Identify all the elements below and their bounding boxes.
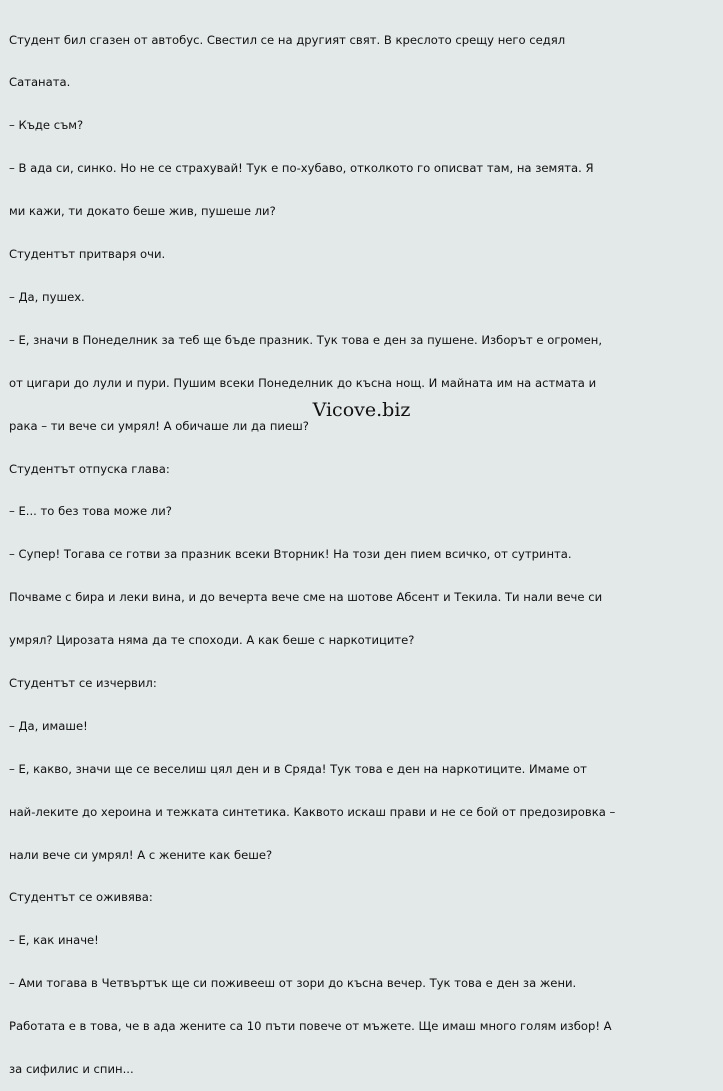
joke-line: – Е, какво, значи ще се веселиш цял ден и в Сряда! Тук това е ден на наркотиците. Имаме от	[9, 761, 587, 776]
joke-line: Почваме с бира и леки вина, и до вечерта вече сме на шотове Абсент и Текила. Ти нали вече си	[9, 590, 603, 605]
joke-line: – В ада си, синко. Но не се страхувай! Тук е по-хубаво, отколкото го описват там, на земята. Я	[9, 161, 594, 176]
joke-line: Студентът отпуска глава:	[9, 461, 170, 476]
joke-line: – Супер! Тогава се готви за празник всеки Вторник! На този ден пием всичко, от сутринта.	[9, 547, 572, 562]
joke-line: от цигари до лули и пури. Пушим всеки Понеделник до късна нощ. И майната им на астмата и	[9, 375, 597, 390]
joke-line: – Е... то без това може ли?	[9, 504, 172, 519]
joke-line: нали вече си умрял! А с жените как беше?	[9, 847, 273, 862]
joke-line: ми кажи, ти докато беше жив, пушеше ли?	[9, 204, 276, 219]
joke-line: – Да, пушех.	[9, 289, 85, 304]
joke-line: най-леките до хероина и тежката синтетика. Каквото искаш прави и не се бой от предозировка –	[9, 804, 616, 819]
joke-line: – Да, имаше!	[9, 718, 88, 733]
joke-line: рака – ти вече си умрял! А обичаше ли да пиеш?	[9, 418, 309, 433]
joke-line: Сатаната.	[9, 75, 71, 90]
joke-line: за сифилис и спин...	[9, 1061, 134, 1076]
joke-line: – Е, значи в Понеделник за теб ще бъде празник. Тук това е ден за пушене. Изборът е огромен,	[9, 332, 603, 347]
joke-line: Студент бил сгазен от автобус. Свестил се на другият свят. В креслото срещу него седял	[9, 32, 566, 47]
joke-line: – Е, как иначе!	[9, 933, 99, 948]
site-watermark: Vicove.biz	[312, 399, 411, 421]
joke-line: умрял? Цирозата няма да те споходи. А как беше с наркотиците?	[9, 633, 415, 648]
joke-text	[9, 4, 715, 1091]
joke-line: Студентът притваря очи.	[9, 247, 166, 262]
joke-line: Студентът се оживява:	[9, 890, 153, 905]
joke-line: Студентът се изчервил:	[9, 675, 157, 690]
joke-line: – Ами тогава в Четвъртък ще си поживееш от зори до късна вечер. Тук това е ден за жени.	[9, 976, 577, 991]
joke-line: Работата е в това, че в ада жените са 10 пъти повече от мъжете. Ще имаш много голям избор! А	[9, 1019, 612, 1034]
joke-line: – Къде съм?	[9, 118, 84, 133]
